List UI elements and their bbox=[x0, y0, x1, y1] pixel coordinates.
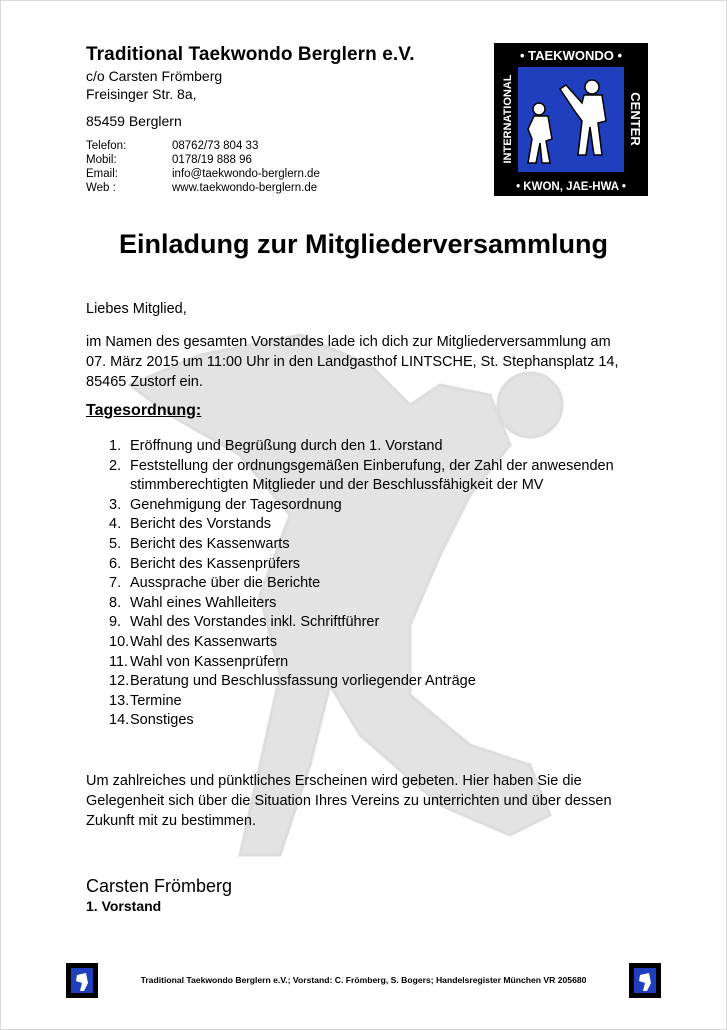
logo-bottom-text: • KWON, JAE-HWA • bbox=[516, 181, 626, 193]
agenda-item bbox=[109, 515, 629, 535]
agenda-item bbox=[109, 672, 629, 692]
agenda-item-number: 11. bbox=[109, 653, 129, 670]
footer-logo-right-icon bbox=[629, 963, 661, 998]
page-title-text: Einladung zur Mitgliederversammlung bbox=[118, 229, 609, 259]
intro-line-1: im Namen des gesamten Vorstandes lade ich dich zur Mitgliederversammlung am bbox=[86, 334, 611, 350]
agenda-item-number: 4. bbox=[109, 516, 122, 533]
agenda-item bbox=[109, 574, 629, 594]
logo-emblem bbox=[494, 43, 648, 196]
agenda-item-text-line-2: stimmberechtigten Mitglieder und der Beschlussfähigkeit der MV bbox=[130, 477, 544, 494]
closing-line-3: Zukunft mit zu bestimmen. bbox=[86, 813, 257, 829]
agenda-item-number: 1. bbox=[109, 438, 122, 454]
agenda-item bbox=[109, 535, 629, 555]
phone-label: Telefon: bbox=[86, 140, 127, 152]
contact-row-email bbox=[86, 167, 320, 181]
agenda-item bbox=[109, 496, 629, 516]
agenda-item bbox=[109, 457, 629, 496]
agenda-item bbox=[109, 692, 629, 712]
agenda-item-text: Termine bbox=[130, 692, 182, 709]
street-line: Freisinger Str. 8a, bbox=[86, 86, 197, 102]
agenda-item-text bbox=[130, 457, 614, 496]
intro-line-2: 07. März 2015 um 11:00 Uhr in den Landgasthof LINTSCHE, St. Stephansplatz 14, bbox=[86, 354, 619, 370]
agenda-item-number: 2. bbox=[109, 457, 122, 474]
page-title bbox=[0, 229, 727, 260]
footer-logo-right bbox=[629, 963, 661, 998]
logo-top-text: • TAEKWONDO • bbox=[519, 48, 623, 63]
agenda-item-text: Aussprache über die Berichte bbox=[130, 575, 321, 592]
agenda-item-text: Bericht des Kassenprüfers bbox=[130, 555, 301, 572]
agenda-item-text: Eröffnung und Begrüßung durch den 1. Vorstand bbox=[130, 438, 443, 454]
agenda-item-number: 9. bbox=[109, 614, 122, 631]
email-label: Email: bbox=[86, 168, 118, 180]
contact-block bbox=[86, 139, 320, 195]
agenda-item-text: Genehmigung der Tagesordnung bbox=[130, 496, 342, 513]
web-value[interactable]: www.taekwondo-berglern.de bbox=[172, 182, 318, 194]
phone-value: 08762/73 804 33 bbox=[172, 140, 259, 152]
agenda-item bbox=[109, 711, 629, 731]
contact-row-phone bbox=[86, 139, 320, 153]
agenda-item-number: 5. bbox=[109, 535, 122, 552]
organization-name: Traditional Taekwondo Berglern e.V. bbox=[86, 44, 415, 65]
agenda-item-number: 13. bbox=[109, 692, 130, 709]
agenda-item-text: Bericht des Vorstands bbox=[130, 516, 272, 533]
closing-paragraph bbox=[86, 771, 646, 831]
footer-text: Traditional Taekwondo Berglern e.V.; Vorstand: C. Frömberg, S. Bogers; Handelsregister München VR 205680 bbox=[140, 975, 587, 985]
agenda-item-number: 6. bbox=[109, 555, 122, 572]
agenda-item-text: Wahl eines Wahlleiters bbox=[130, 594, 277, 611]
agenda-item-text: Sonstiges bbox=[130, 712, 194, 729]
agenda-item-text: Wahl von Kassenprüfern bbox=[130, 653, 289, 670]
mobile-value: 0178/19 888 96 bbox=[172, 154, 252, 166]
agenda-list bbox=[109, 437, 629, 731]
agenda-item bbox=[109, 594, 629, 614]
closing-line-2: Gelegenheit sich über die Situation Ihres Vereins zu unterrichten und über dessen bbox=[86, 793, 612, 809]
agenda-item bbox=[109, 613, 629, 633]
agenda-item bbox=[109, 555, 629, 575]
logo-right-text: CENTER bbox=[628, 92, 643, 146]
logo-left-text: INTERNATIONAL bbox=[502, 74, 514, 164]
agenda-item-text: Wahl des Vorstandes inkl. Schriftführer bbox=[130, 614, 380, 631]
agenda-item-number: 12. bbox=[109, 673, 130, 690]
greeting: Liebes Mitglied, bbox=[86, 301, 187, 317]
web-label: Web : bbox=[86, 182, 116, 194]
taekwondo-center-logo bbox=[494, 43, 648, 196]
agenda-item-text: Bericht des Kassenwarts bbox=[130, 535, 290, 552]
agenda-item-text: Wahl des Kassenwarts bbox=[130, 633, 277, 650]
contact-row-web bbox=[86, 181, 320, 195]
agenda-item-number: 7. bbox=[109, 575, 122, 592]
agenda-item bbox=[109, 437, 629, 457]
signature-role: 1. Vorstand bbox=[86, 898, 162, 914]
care-of-line: c/o Carsten Frömberg bbox=[86, 68, 223, 84]
mobile-label: Mobil: bbox=[86, 154, 117, 166]
agenda-heading: Tagesordnung: bbox=[86, 402, 202, 419]
agenda-item-number: 3. bbox=[109, 496, 122, 513]
agenda-item-text-line-1: Feststellung der ordnungsgemäßen Einberufung, der Zahl der anwesenden bbox=[130, 457, 614, 474]
agenda-item-number: 10. bbox=[109, 633, 130, 650]
agenda-item bbox=[109, 633, 629, 653]
agenda-item-number: 14. bbox=[109, 712, 130, 729]
city-line: 85459 Berglern bbox=[86, 113, 182, 129]
agenda-item bbox=[109, 653, 629, 673]
intro-line-3: 85465 Zustorf ein. bbox=[86, 374, 203, 390]
signature-name: Carsten Frömberg bbox=[86, 876, 233, 896]
email-value[interactable]: info@taekwondo-berglern.de bbox=[172, 168, 320, 180]
intro-paragraph bbox=[86, 332, 646, 392]
contact-row-mobile bbox=[86, 153, 320, 167]
agenda-item-number: 8. bbox=[109, 594, 122, 611]
closing-line-1: Um zahlreiches und pünktliches Erscheinen wird gebeten. Hier haben Sie die bbox=[86, 773, 582, 789]
agenda-item-text: Beratung und Beschlussfassung vorliegender Anträge bbox=[130, 673, 476, 690]
